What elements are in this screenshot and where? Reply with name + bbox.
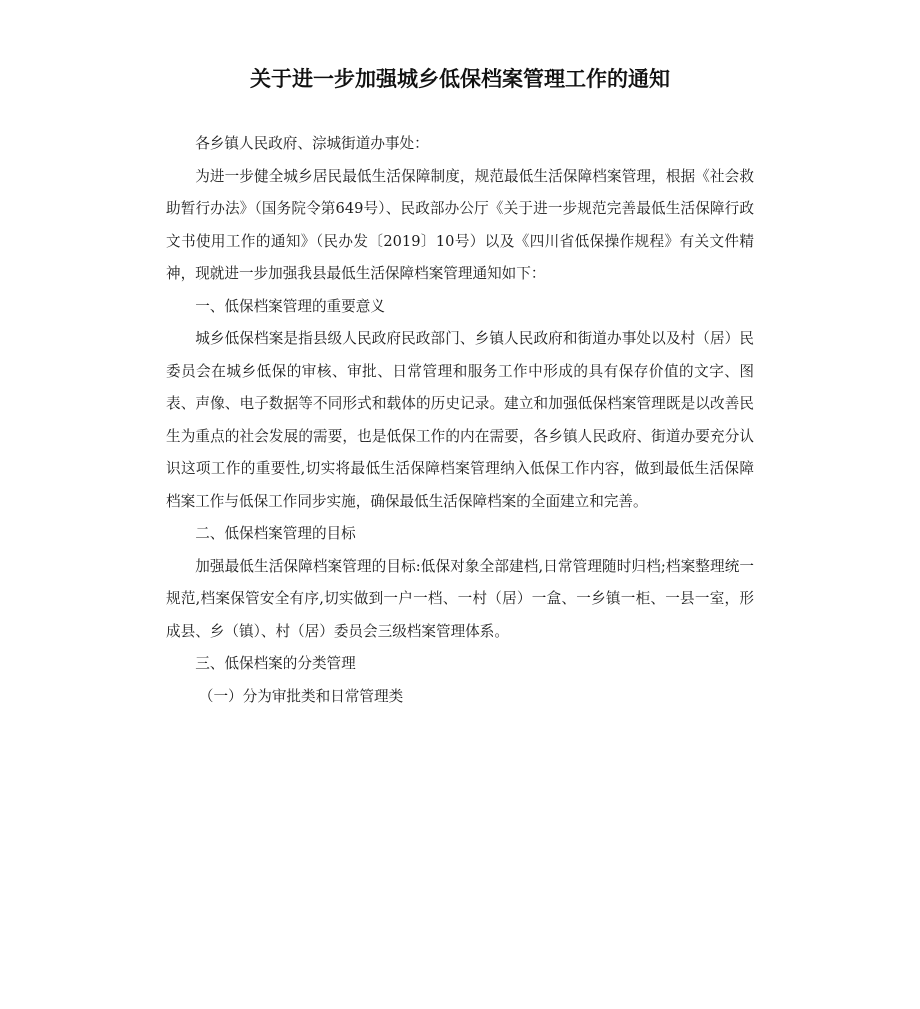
subsection-heading-1: （一）分为审批类和日常管理类	[198, 687, 404, 705]
document-body	[166, 128, 754, 713]
salutation: 各乡镇人民政府、淙城街道办事处：	[195, 135, 429, 152]
intro-paragraph: 为进一步健全城乡居民最低生活保障制度，规范最低生活保障档案管理，根据《社会救助暂行办法》（国务院令第649号）、民政部办公厅《关于进一步规范完善最低生活保障行政文书使用工作的通知》（民办发〔2019〕10号）以及《四川省低保操作规程》有关文件精神，现就进一步加强我县最低生活保障档案管理通知如下：	[166, 167, 754, 282]
section-heading-2: 二、低保档案管理的目标	[195, 525, 356, 542]
section-heading-3: 三、低保档案的分类管理	[195, 655, 356, 672]
section-1-paragraph: 城乡低保档案是指县级人民政府民政部门、乡镇人民政府和街道办事处以及村（居）民委员会在城乡低保的审核、审批、日常管理和服务工作中形成的具有保存价值的文字、图表、声像、电子数据等不同形式和载体的历史记录。建立和加强低保档案管理既是以改善民生为重点的社会发展的需要，也是低保工作的内在需要，各乡镇人民政府、街道办要充分认识这项工作的重要性,切实将最低生活保障档案管理纳入低保工作内容，做到最低生活保障档案工作与低保工作同步实施，确保最低生活保障档案的全面建立和完善。	[166, 330, 754, 510]
section-2-paragraph: 加强最低生活保障档案管理的目标:低保对象全部建档,日常管理随时归档;档案整理统一规范,档案保管安全有序,切实做到一户一档、一村（居）一盒、一乡镇一柜、一县一室，形成县、乡（镇）、村（居）委员会三级档案管理体系。	[166, 557, 754, 640]
section-heading-1: 一、低保档案管理的重要意义	[195, 297, 385, 315]
document-title: 关于进一步加强城乡低保档案管理工作的通知	[250, 67, 670, 91]
